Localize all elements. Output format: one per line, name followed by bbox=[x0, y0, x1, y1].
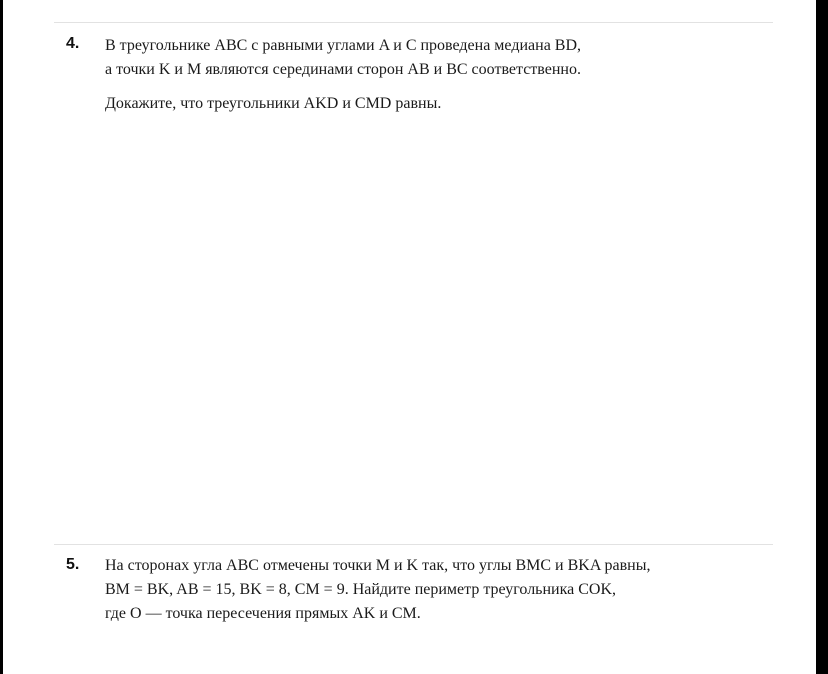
divider-top bbox=[54, 22, 773, 23]
divider-middle bbox=[54, 544, 773, 545]
problem-4-question bbox=[105, 92, 441, 116]
problem-5-number: 5. bbox=[66, 556, 80, 573]
problem-4-statement bbox=[105, 34, 581, 82]
problem-5-statement bbox=[105, 554, 650, 626]
problem-4-line-3: Докажите, что треугольники AKD и CMD равны. bbox=[105, 95, 442, 112]
worksheet-page bbox=[3, 0, 816, 674]
problem-5-line-3: где O — точка пересечения прямых AK и CM. bbox=[105, 605, 421, 622]
problem-4-number: 4. bbox=[66, 35, 80, 52]
problem-4-line-2: а точки K и M являются серединами сторон AB и BC соответственно. bbox=[105, 61, 581, 78]
problem-5-line-1: На сторонах угла ABC отмечены точки M и K так, что углы BMC и BKA равны, bbox=[105, 557, 651, 574]
problem-4-line-1: В треугольнике ABC с равными углами A и C проведена медиана BD, bbox=[105, 37, 582, 54]
problem-5-line-2: BM = BK, AB = 15, BK = 8, CM = 9. Найдите периметр треугольника COK, bbox=[105, 581, 617, 598]
